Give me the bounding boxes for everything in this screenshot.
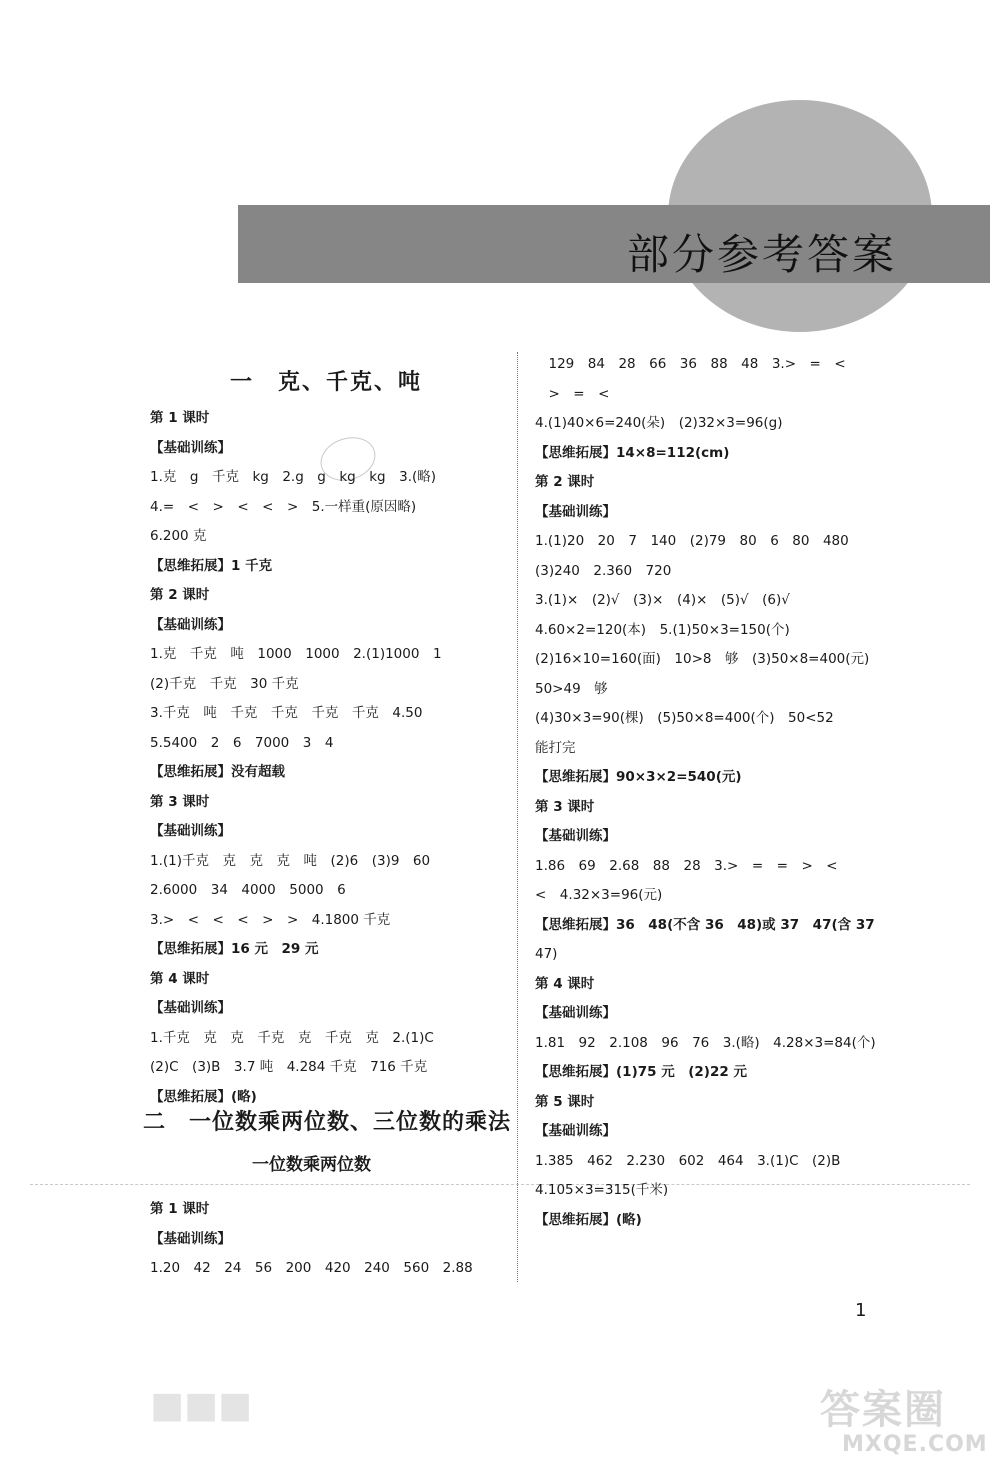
left-answer-line: 1.(1)千克 克 克 克 吨 (2)6 (3)9 60	[150, 852, 431, 869]
right-answer-line: (3)240 2.360 720	[535, 562, 672, 579]
right-answer-line: 能打完	[535, 739, 576, 756]
right-answer-line: 【思维拓展】(略)	[535, 1211, 642, 1228]
right-answer-line: 【基础训练】	[535, 1123, 616, 1139]
page-title: 部分参考答案	[626, 230, 897, 279]
left-answer-line: 【思维拓展】(略)	[150, 1088, 257, 1105]
left-answer-line: 【基础训练】	[150, 616, 231, 633]
left-answer-line: 第 2 课时	[150, 587, 210, 603]
chapter-two-heading: 二 一位数乘两位数、三位数的乘法	[143, 1110, 512, 1135]
faint-logo: ■■■	[150, 1385, 253, 1426]
right-answer-line: < 4.32×3=96(元)	[535, 887, 663, 903]
right-answer-line: 1.86 69 2.68 88 28 3.> = = > <	[535, 857, 838, 874]
left-answer-line: 第 3 课时	[150, 793, 210, 810]
left-answer-list-lower	[150, 1195, 510, 1284]
left-answer-line: 3.> < < < > > 4.1800 千克	[150, 911, 391, 928]
left-answer-line: 1.千克 克 克 千克 克 千克 克 2.(1)C	[150, 1029, 434, 1046]
right-answer-line: > = <	[535, 385, 610, 402]
left-column-lower	[150, 1195, 510, 1284]
right-answer-line: 4.105×3=315(千米)	[535, 1182, 669, 1198]
section-subheading: 一位数乘两位数	[252, 1155, 371, 1175]
left-answer-line: 第 1 课时	[150, 410, 210, 426]
left-answer-line: 【思维拓展】没有超载	[150, 764, 285, 780]
left-answer-line: 【基础训练】	[150, 439, 231, 456]
left-answer-line: 6.200 克	[150, 528, 207, 544]
left-answer-list	[150, 404, 510, 1112]
right-answer-line: 50>49 够	[535, 680, 608, 697]
left-answer-line: (2)千克 千克 30 千克	[150, 675, 299, 692]
watermark-url: MXQE.COM	[842, 1432, 988, 1457]
left-answer-line: 2.6000 34 4000 5000 6	[150, 882, 346, 898]
right-answer-line: 1.385 462 2.230 602 464 3.(1)C (2)B	[535, 1152, 841, 1169]
left-column	[150, 362, 510, 1112]
left-answer-line: 第 1 课时	[150, 1201, 210, 1217]
left-answer-line: 3.千克 吨 千克 千克 千克 千克 4.50	[150, 705, 423, 721]
left-answer-line: 【思维拓展】1 千克	[150, 557, 273, 574]
right-answer-line: (2)16×10=160(面) 10>8 够 (3)50×8=400(元)	[535, 651, 870, 667]
left-answer-line: 4.= < > < < > 5.一样重(原因略)	[150, 498, 417, 515]
right-answer-line: 【基础训练】	[535, 1005, 616, 1021]
right-answer-line: 【思维拓展】(1)75 元 (2)22 元	[535, 1064, 747, 1080]
right-answer-line: 【基础训练】	[535, 503, 616, 520]
right-answer-list	[535, 350, 905, 1235]
left-answer-line: 1.克 g 千克 kg 2.g g kg kg 3.(略)	[150, 469, 437, 485]
left-answer-line: (2)C (3)B 3.7 吨 4.284 千克 716 千克	[150, 1059, 428, 1075]
left-answer-line: 【思维拓展】16 元 29 元	[150, 941, 319, 957]
left-answer-line: 1.20 42 24 56 200 420 240 560 2.88	[150, 1260, 473, 1276]
column-divider	[517, 352, 518, 1282]
right-answer-line: 第 2 课时	[535, 474, 595, 490]
left-answer-line: 第 4 课时	[150, 970, 210, 987]
right-answer-line: 1.81 92 2.108 96 76 3.(略) 4.28×3=84(个)	[535, 1034, 876, 1051]
right-answer-line: 1.(1)20 20 7 140 (2)79 80 6 80 480	[535, 533, 849, 549]
chapter-heading: 一 克、千克、吨	[230, 370, 423, 395]
left-answer-line: 5.5400 2 6 7000 3 4	[150, 734, 334, 751]
right-column	[535, 350, 905, 1235]
right-answer-line: 47)	[535, 946, 558, 962]
right-answer-line: 【基础训练】	[535, 828, 616, 844]
right-answer-line: 3.(1)× (2)√ (3)× (4)× (5)√ (6)√	[535, 592, 790, 608]
right-answer-line: 【思维拓展】36 48(不含 36 48)或 37 47(含 37	[535, 916, 875, 933]
left-answer-line: 1.克 千克 吨 1000 1000 2.(1)1000 1	[150, 646, 442, 662]
right-answer-line: 【思维拓展】14×8=112(cm)	[535, 444, 730, 461]
watermark-logo: 答案圈	[820, 1387, 946, 1433]
left-answer-line: 【基础训练】	[150, 1000, 231, 1016]
right-answer-line: 第 4 课时	[535, 975, 595, 992]
left-answer-line: 【基础训练】	[150, 823, 231, 839]
right-answer-line: 129 84 28 66 36 88 48 3.> = <	[535, 356, 846, 372]
right-answer-line: 第 5 课时	[535, 1093, 595, 1110]
left-answer-line: 【基础训练】	[150, 1230, 231, 1247]
page-number: 1	[855, 1300, 867, 1321]
right-answer-line: 4.(1)40×6=240(朵) (2)32×3=96(g)	[535, 415, 783, 431]
right-answer-line: 第 3 课时	[535, 798, 595, 815]
right-answer-line: 4.60×2=120(本) 5.(1)50×3=150(个)	[535, 621, 790, 638]
right-answer-line: 【思维拓展】90×3×2=540(元)	[535, 769, 742, 785]
right-answer-line: (4)30×3=90(棵) (5)50×8=400(个) 50<52	[535, 710, 834, 726]
